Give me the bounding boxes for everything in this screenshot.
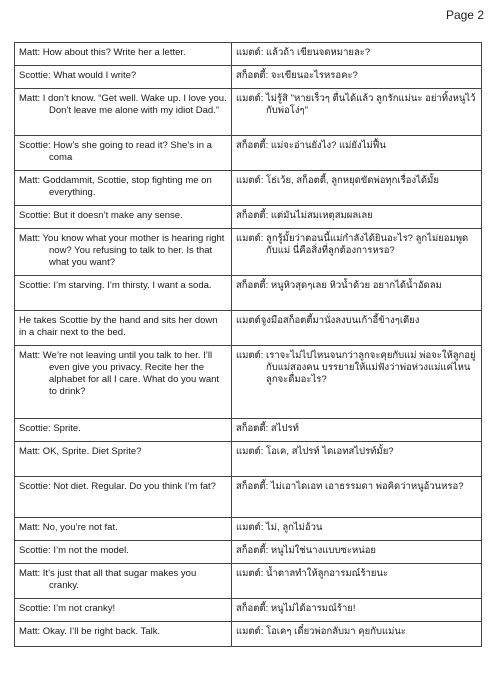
- table-row: [15, 541, 482, 564]
- thai-line: [232, 346, 482, 419]
- thai-text: แมตต์: เราจะไม่ไปไหนจนกว่าลูกจะคุยกับแม่ พ่อจะให้ลูกอยู่กับแม่สองคน บรรยายให้แม่ฟังว่าพ่อห่วงแม่แค่ไหน ลูกจะดื่มอะไร?: [236, 350, 476, 385]
- thai-line: [232, 541, 482, 564]
- thai-text: แมตต์: ลูกรู้มั้ยว่าตอนนี้แม่กำลังได้ยินอะไร? ลูกไม่ยอมพูดกับแม่ นี่คือสิ่งที่ลูกต้องการหรอ?: [236, 233, 469, 256]
- english-text: Matt: Goddammit, Scottie, stop fighting me on everything.: [19, 175, 212, 198]
- thai-line: [232, 518, 482, 541]
- english-text: Matt: We’re not leaving until you talk to her. I’ll even give you privacy. Recite her the alphabet for all I care. What do you want to drink?: [19, 350, 220, 397]
- thai-line: [232, 622, 482, 647]
- english-line: [15, 171, 232, 206]
- thai-line: [232, 599, 482, 622]
- table-row: [15, 136, 482, 171]
- table-row: [15, 89, 482, 136]
- thai-text: แมตต์: ไม่, ลูกไม่อ้วน: [236, 522, 323, 533]
- english-line: [15, 136, 232, 171]
- thai-text: สก็อตตี้: สไปรท์: [236, 423, 299, 434]
- table-row: [15, 442, 482, 477]
- thai-line: [232, 43, 482, 66]
- page-number: Page 2: [445, 8, 484, 22]
- english-line: [15, 541, 232, 564]
- english-text: Scottie: I’m not the model.: [19, 545, 129, 556]
- table-row: [15, 229, 482, 276]
- thai-line: [232, 206, 482, 229]
- thai-line: [232, 276, 482, 311]
- table-row: [15, 622, 482, 647]
- dialogue-rows: [15, 43, 482, 647]
- english-text: Scottie: How’s she going to read it? She’s in a coma: [19, 140, 212, 163]
- english-line: [15, 66, 232, 89]
- english-line: [15, 206, 232, 229]
- thai-line: [232, 171, 482, 206]
- thai-text: แมตต์จูงมือสก็อตตี้มานั่งลงบนเก้าอี้ข้างๆเตียง: [236, 315, 420, 326]
- thai-text: สก็อตตี้: แต่มันไม่สมเหตุสมผลเลย: [236, 210, 373, 221]
- english-line: [15, 276, 232, 311]
- thai-line: [232, 442, 482, 477]
- english-text: Matt: It’s just that all that sugar makes you cranky.: [19, 568, 197, 591]
- thai-text: สก็อตตี้: หนูหิวสุดๆเลย หิวน้ำด้วย อยากได้น้ำอัดลม: [236, 280, 442, 291]
- table-row: [15, 311, 482, 346]
- english-text: Matt: Okay. I’ll be right back. Talk.: [19, 626, 161, 637]
- thai-line: [232, 311, 482, 346]
- english-text: Scottie: Not diet. Regular. Do you think I’m fat?: [19, 481, 216, 492]
- english-text: Matt: No, you’re not fat.: [19, 522, 118, 533]
- table-row: [15, 66, 482, 89]
- thai-text: สก็อตตี้: ไม่เอาไดเอท เอาธรรมดา พ่อคิดว่าหนูอ้วนหรอ?: [236, 481, 464, 492]
- english-line: [15, 229, 232, 276]
- english-text: Matt: OK, Sprite. Diet Sprite?: [19, 446, 142, 457]
- dialogue-table: [14, 42, 482, 647]
- thai-line: [232, 419, 482, 442]
- english-text: Scottie: I’m starving. I’m thirsty. I want a soda.: [19, 280, 212, 291]
- english-line: [15, 622, 232, 647]
- table-row: [15, 477, 482, 518]
- english-text: Scottie: Sprite.: [19, 423, 81, 434]
- english-text: Scottie: What would I write?: [19, 70, 137, 81]
- table-row: [15, 276, 482, 311]
- english-line: [15, 442, 232, 477]
- english-line: [15, 346, 232, 419]
- thai-text: แมตต์: น้ำตาลทำให้ลูกอารมณ์ร้ายนะ: [236, 568, 389, 579]
- table-row: [15, 206, 482, 229]
- english-text: He takes Scottie by the hand and sits her down in a chair next to the bed.: [19, 315, 218, 338]
- thai-text: สก็อตตี้: หนูไม่ใช่นางแบบซะหน่อย: [236, 545, 376, 556]
- thai-text: แมตต์: โธ่เว้ย, สก็อตตี้, ลูกหยุดขัดพ่อทุกเรื่องได้มั้ย: [236, 175, 439, 186]
- thai-line: [232, 477, 482, 518]
- table-row: [15, 43, 482, 66]
- english-line: [15, 518, 232, 541]
- english-line: [15, 477, 232, 518]
- thai-text: แมตต์: โอเคๆ เดี๋ยวพ่อกลับมา คุยกับแม่นะ: [236, 626, 406, 637]
- thai-text: แมตต์: ไม่รู้สิ "หายเร็วๆ ตื่นได้แล้ว ลูกรักแม่นะ อย่าทิ้งหนูไว้กับพ่อโง่ๆ": [236, 93, 476, 116]
- thai-line: [232, 136, 482, 171]
- english-text: Matt: How about this? Write her a letter.: [19, 47, 186, 58]
- english-line: [15, 564, 232, 599]
- thai-text: สก็อตตี้: แม่จะอ่านยังไง? แม่ยังไม่ฟื้น: [236, 140, 386, 151]
- thai-text: สก็อตตี้: หนูไม่ได้อารมณ์ร้าย!: [236, 603, 356, 614]
- english-text: Scottie: I’m not cranky!: [19, 603, 116, 614]
- thai-line: [232, 229, 482, 276]
- english-text: Matt: I don’t know. “Get well. Wake up. I love you. Don’t leave me alone with my idiot Dad.”: [19, 93, 227, 116]
- thai-text: แมตต์: แล้วถ้า เขียนจดหมายละ?: [236, 47, 371, 58]
- thai-line: [232, 564, 482, 599]
- thai-text: แมตต์: โอเค, สไปรท์ ไดเอทสไปรท์มั้ย?: [236, 446, 394, 457]
- table-row: [15, 599, 482, 622]
- english-line: [15, 311, 232, 346]
- english-text: Scottie: But it doesn’t make any sense.: [19, 210, 183, 221]
- thai-text: สก็อตตี้: จะเขียนอะไรหรอคะ?: [236, 70, 358, 81]
- table-row: [15, 518, 482, 541]
- thai-line: [232, 89, 482, 136]
- table-row: [15, 171, 482, 206]
- table-row: [15, 564, 482, 599]
- english-line: [15, 419, 232, 442]
- english-line: [15, 43, 232, 66]
- english-line: [15, 599, 232, 622]
- table-row: [15, 419, 482, 442]
- english-text: Matt: You know what your mother is hearing right now? You refusing to talk to her. Is that what you want?: [19, 233, 225, 268]
- thai-line: [232, 66, 482, 89]
- english-line: [15, 89, 232, 136]
- table-row: [15, 346, 482, 419]
